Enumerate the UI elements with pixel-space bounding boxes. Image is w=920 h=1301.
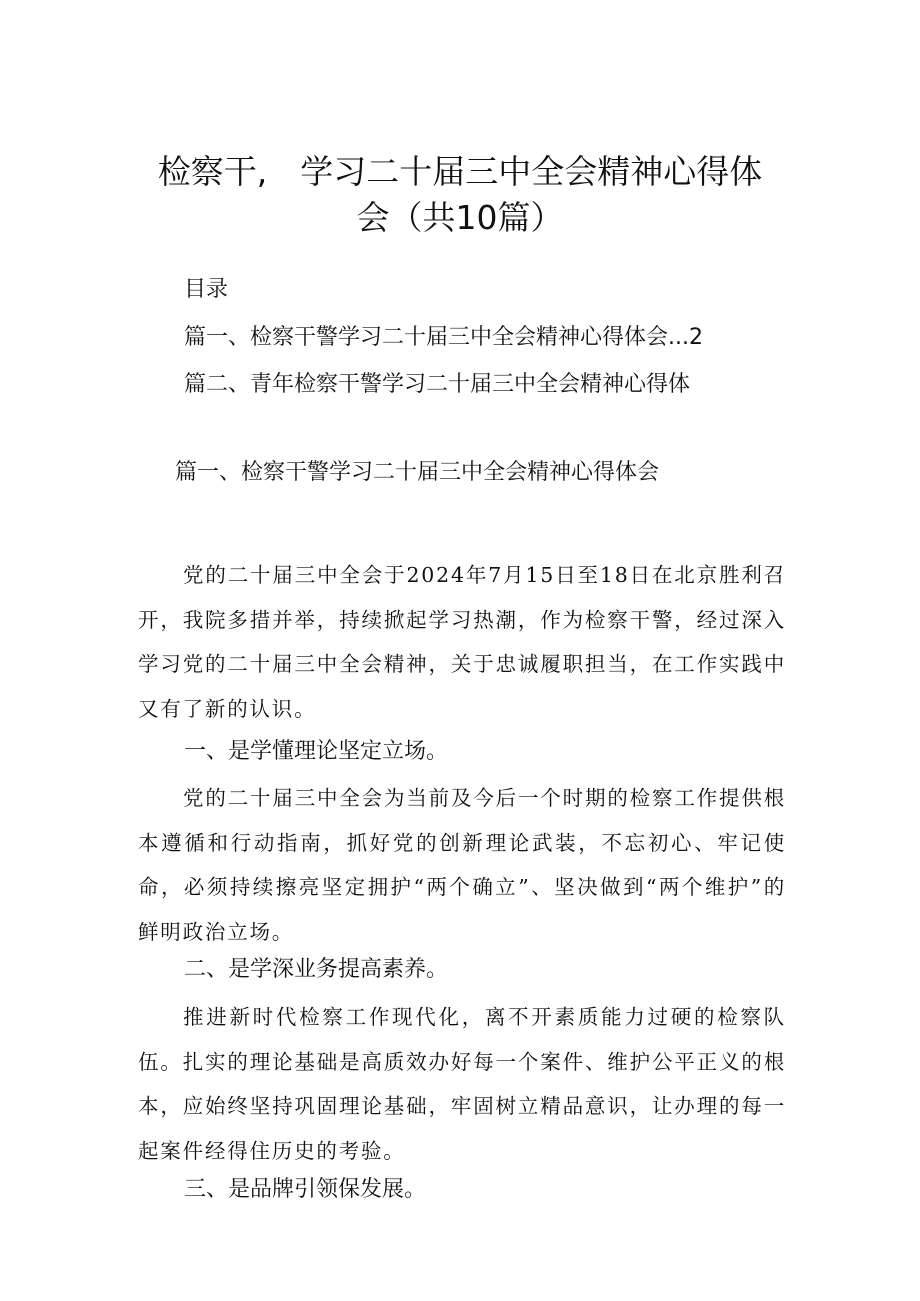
section-heading: 篇一、检察干警学习二十届三中全会精神心得体会 <box>175 460 660 485</box>
point-paragraph: 推进新时代检察工作现代化，离不开素质能力过硬的检察队伍。扎实的理论基础是高质效办好每一个案件、维护公平正义的根本，应始终坚持巩固理论基础，牢固树立精品意识，让办理的每一起案件经得住历史的考验。 <box>138 1005 786 1163</box>
toc-heading: 目录 <box>184 277 229 302</box>
point-paragraph: 党的二十届三中全会为当前及今后一个时期的检察工作提供根本遵循和行动指南，抓好党的创新理论武装，不忘初心、牢记使命，必须持续擦亮坚定拥护“两个确立”、坚决做到“两个维护”的鲜明政治立场。 <box>138 786 786 944</box>
point-heading: 一、是学懂理论坚定立场。 <box>184 739 449 764</box>
toc-item[interactable]: 篇一、检察干警学习二十届三中全会精神心得体会...2 <box>184 325 703 350</box>
point-heading: 二、是学深业务提高素养。 <box>184 957 449 982</box>
document-title-line-1: 检察干, 学习二十届三中全会精神心得体 <box>157 152 763 191</box>
intro-paragraph: 党的二十届三中全会于2024年7月15日至18日在北京胜利召开，我院多措并举，持续掀起学习热潮，作为检察干警，经过深入学习党的二十届三中全会精神，关于忠诚履职担当，在工作实践中又有了新的认识。 <box>138 563 786 721</box>
document-title-line-2: 会（共10篇） <box>356 198 564 237</box>
toc-item[interactable]: 篇二、青年检察干警学习二十届三中全会精神心得体 <box>184 372 691 397</box>
point-heading: 三、是品牌引领保发展。 <box>184 1177 427 1202</box>
